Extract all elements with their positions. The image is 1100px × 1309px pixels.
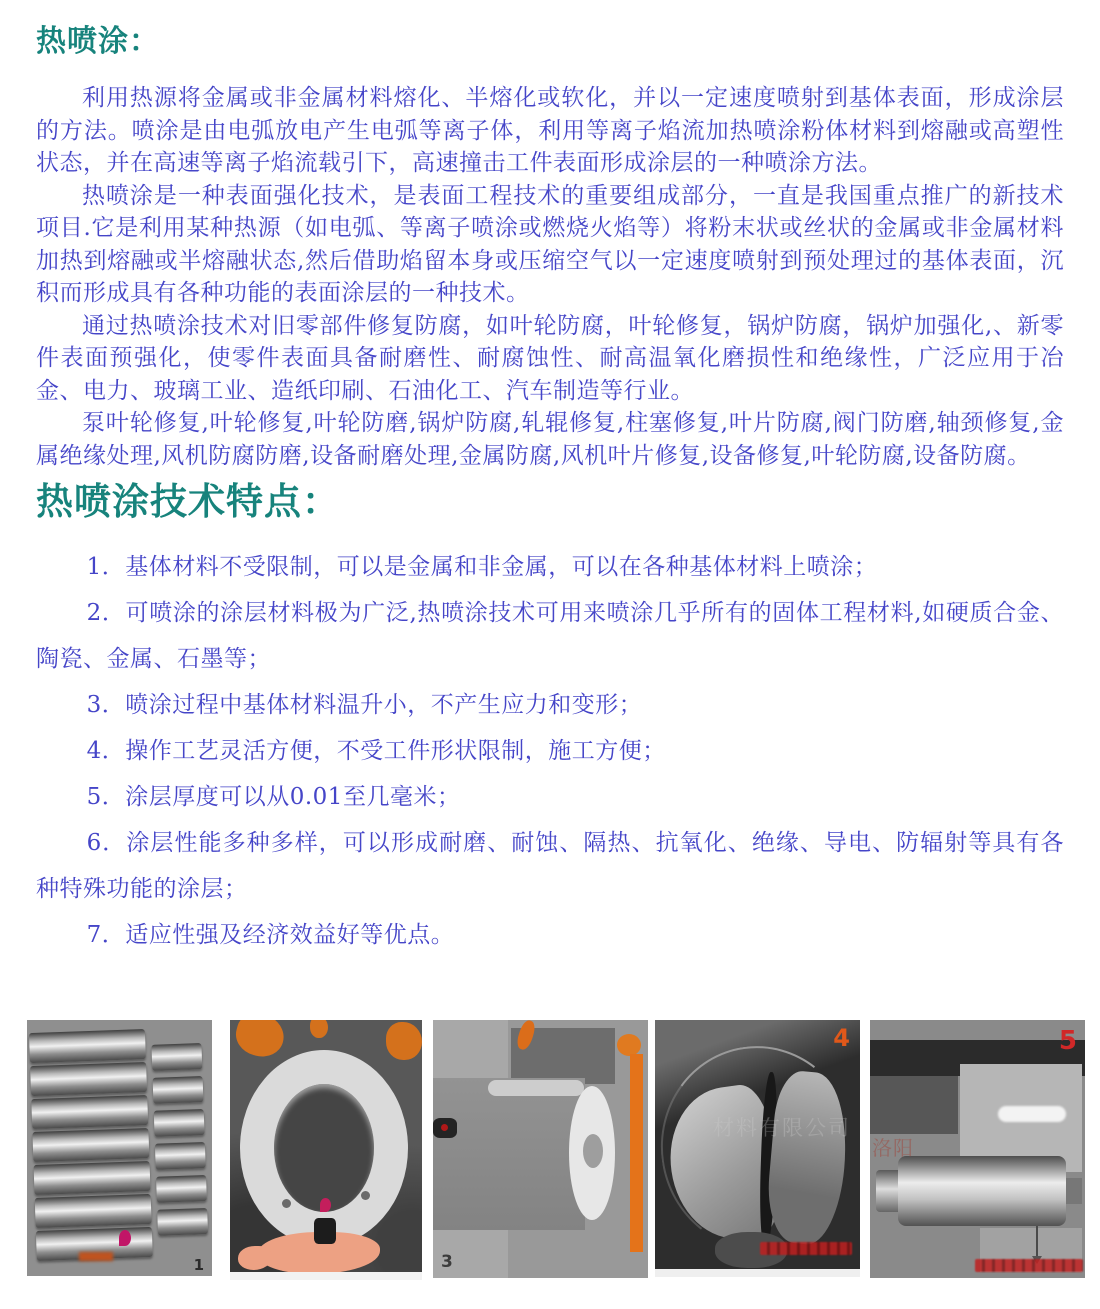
shaft-tip (1066, 1178, 1082, 1204)
feature-item: 6．涂层性能多种多样，可以形成耐磨、耐蚀、隔热、抗氧化、绝缘、导电、防辐射等具有各种特殊功能的涂层； (36, 830, 1064, 902)
photo-gallery (0, 1020, 1100, 1288)
feature-item: 2．可喷涂的涂层材料极为广泛,热喷涂技术可用来喷涂几乎所有的固体工程材料,如硬质合金、陶瓷、金属、石墨等； (36, 600, 1064, 672)
orange-patch (231, 1020, 288, 1061)
shaft (156, 1175, 207, 1203)
paragraph-technology: 热喷涂是一种表面强化技术，是表面工程技术的重要组成部分，一直是我国重点推广的新技术项目.它是利用某种热源（如电弧、等离子喷涂或燃烧火焰等）将粉末状或丝状的金属或非金属材料加热到熔融或半熔融状态,然后借助焰留本身或压缩空气以一定速度喷射到预处理过的基体表面，沉积而形成具有各种功能的表面涂层的一种技术。 (36, 182, 1064, 306)
feature-item: 1．基体材料不受限制，可以是金属和非金属，可以在各种基体材料上喷涂； (86, 554, 878, 580)
shaft (157, 1208, 208, 1236)
photo-white-ring (230, 1020, 422, 1280)
paragraph-services: 泵叶轮修复,叶轮修复,叶轮防磨,锅炉防腐,轧辊修复,柱塞修复,叶片防腐,阀门防磨,轴颈修复,金属绝缘处理,风机防腐防磨,设备耐磨处理,金属防腐,风机叶片修复,设备修复,叶轮防腐,设备防腐。 (36, 410, 1064, 469)
red-watermark (975, 1259, 1083, 1272)
orange-patch (617, 1034, 641, 1056)
photo-number-label: 3 (441, 1252, 453, 1272)
feature-list (36, 544, 1064, 958)
machine-body (433, 1078, 585, 1230)
red-marker (320, 1198, 331, 1212)
photo-coated-cylinder (433, 1020, 648, 1278)
shaft (154, 1109, 205, 1137)
paragraph-definition: 利用热源将金属或非金属材料熔化、半熔化或软化，并以一定速度喷射到基体表面，形成涂层的方法。喷涂是由电弧放电产生电弧等离子体，利用等离子焰流加热喷涂粉体材料到熔融或高塑性状态，并在高速等离子焰流载引下，高速撞击工件表面形成涂层的一种喷涂方法。 (36, 85, 1064, 176)
shaft (31, 1095, 148, 1129)
shaft (34, 1161, 151, 1195)
feature-item: 7．适应性强及经济效益好等优点。 (86, 922, 455, 948)
shaft (35, 1194, 152, 1228)
photo-number-label: 5 (1058, 1026, 1077, 1056)
orange-stripe (630, 1054, 643, 1252)
photo-number-label: 1 (193, 1256, 204, 1274)
cylinder-hub (583, 1134, 603, 1168)
magenta-mark (119, 1230, 131, 1246)
feature-item: 4．操作工艺灵活方便，不受工件形状限制，施工方便； (86, 738, 666, 764)
feature-item: 5．涂层厚度可以从0.01至几毫米； (86, 784, 461, 810)
intro-section (36, 82, 1064, 472)
photo-impeller-blade (655, 1020, 860, 1277)
photo-number-label: 4 (833, 1024, 850, 1052)
shaft-cylinder (898, 1156, 1066, 1226)
dark-block (870, 1076, 958, 1134)
shaft (32, 1128, 149, 1162)
shaft (30, 1062, 147, 1096)
cylinder-top (488, 1080, 584, 1096)
white-highlight (998, 1106, 1066, 1122)
hanging-cord (1036, 1226, 1038, 1258)
page-title: 热喷涂： (36, 24, 160, 59)
orange-patch (386, 1022, 422, 1060)
faint-watermark-text: 材料有限公司 (713, 1116, 851, 1140)
photo-metal-shafts (27, 1020, 212, 1276)
shaft (153, 1076, 204, 1104)
feature-item: 3．喷涂过程中基体材料温升小，不产生应力和变形； (86, 692, 643, 718)
orange-patch (310, 1020, 328, 1038)
features-title: 热喷涂技术特点： (36, 480, 340, 523)
shaft (151, 1043, 202, 1071)
pink-patch (238, 1246, 272, 1270)
shaft (155, 1142, 206, 1170)
faint-watermark-text: 洛阳 (872, 1136, 914, 1160)
ring-part (240, 1050, 408, 1246)
dark-mark (314, 1218, 336, 1244)
paragraph-applications: 通过热喷涂技术对旧零部件修复防腐，如叶轮防腐，叶轮修复，锅炉防腐，锅炉加强化,、新零件表面预强化，使零件表面具备耐磨性、耐腐蚀性、耐高温氧化磨损性和绝缘性，广泛应用于冶金、电力、玻璃工业、造纸印刷、石油化工、汽车制造等行业。 (36, 312, 1064, 404)
shaft (29, 1029, 146, 1063)
dark-spot (433, 1118, 457, 1138)
red-watermark (760, 1242, 852, 1255)
photo-lathe-shaft (870, 1020, 1085, 1278)
orange-smudge (79, 1252, 113, 1261)
